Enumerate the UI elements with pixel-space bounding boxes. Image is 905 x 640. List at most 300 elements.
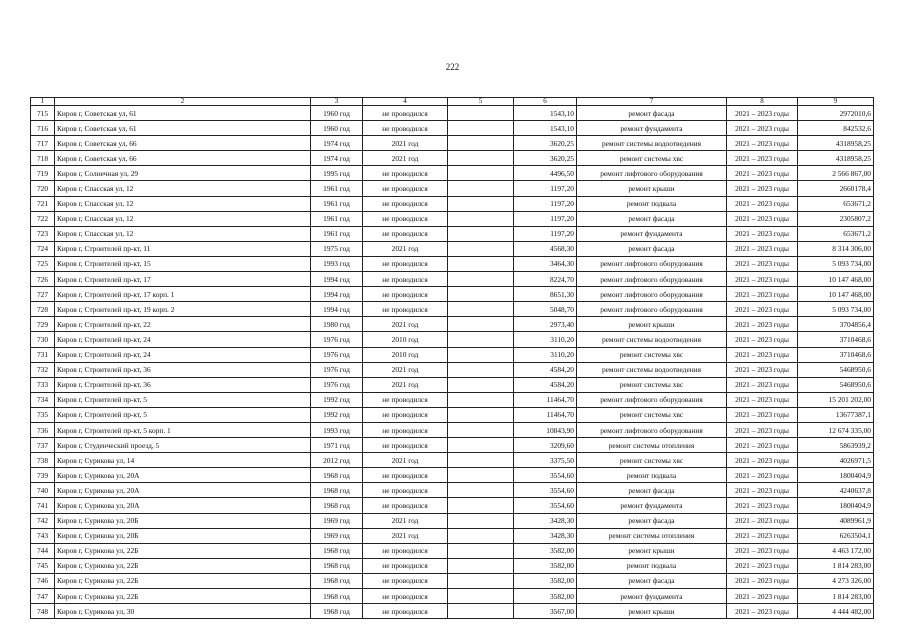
cost-cell: 5468950,6: [798, 362, 874, 377]
commission-year-cell: 1968 год: [311, 589, 363, 604]
period-cell: 2021 – 2023 годы: [727, 453, 798, 468]
area-cell: 3375,50: [514, 453, 577, 468]
row-index-cell: 747: [31, 589, 55, 604]
commission-year-cell: 1974 год: [311, 151, 363, 166]
last-repair-cell: 2021 год: [363, 241, 448, 256]
commission-year-cell: 1961 год: [311, 181, 363, 196]
last-repair-cell: не проводился: [363, 438, 448, 453]
row-index-cell: 719: [31, 166, 55, 181]
area-cell: 3209,60: [514, 438, 577, 453]
column-number-header: 9: [798, 98, 874, 106]
cost-cell: 10 147 468,00: [798, 272, 874, 287]
area-cell: 10843,90: [514, 422, 577, 437]
address-cell: Киров г, Строителей пр-кт, 22: [55, 317, 311, 332]
last-repair-cell: не проводился: [363, 226, 448, 241]
cost-cell: 12 674 335,00: [798, 422, 874, 437]
period-cell: 2021 – 2023 годы: [727, 513, 798, 528]
row-index-cell: 718: [31, 151, 55, 166]
address-cell: Киров г, Сурикова ул, 20Б: [55, 513, 311, 528]
area-cell: 3582,00: [514, 589, 577, 604]
commission-year-cell: 1993 год: [311, 256, 363, 271]
row-index-cell: 742: [31, 513, 55, 528]
work-type-cell: ремонт подвала: [577, 558, 727, 573]
last-repair-cell: 2021 год: [363, 453, 448, 468]
table-row: [31, 241, 874, 256]
commission-year-cell: 1976 год: [311, 347, 363, 362]
address-cell: Киров г, Спасская ул, 12: [55, 211, 311, 226]
address-cell: Киров г, Советская ул, 66: [55, 136, 311, 151]
cost-cell: 2305807,2: [798, 211, 874, 226]
last-repair-cell: не проводился: [363, 211, 448, 226]
table-row: [31, 151, 874, 166]
table-row: [31, 332, 874, 347]
table-row: [31, 498, 874, 513]
address-cell: Киров г, Сурикова ул, 14: [55, 453, 311, 468]
area-cell: 1197,20: [514, 181, 577, 196]
commission-year-cell: 1980 год: [311, 317, 363, 332]
period-cell: 2021 – 2023 годы: [727, 211, 798, 226]
period-cell: 2021 – 2023 годы: [727, 256, 798, 271]
empty-cell: [448, 347, 514, 362]
address-cell: Киров г, Строителей пр-кт, 24: [55, 332, 311, 347]
cost-cell: 653671,2: [798, 226, 874, 241]
table-row: [31, 106, 874, 121]
area-cell: 3582,00: [514, 543, 577, 558]
cost-cell: 3704856,4: [798, 317, 874, 332]
address-cell: Киров г, Советская ул, 66: [55, 151, 311, 166]
table-row: [31, 573, 874, 588]
area-cell: 3582,00: [514, 573, 577, 588]
row-index-cell: 738: [31, 453, 55, 468]
address-cell: Киров г, Строителей пр-кт, 36: [55, 362, 311, 377]
commission-year-cell: 1961 год: [311, 226, 363, 241]
area-cell: 1543,10: [514, 106, 577, 121]
work-type-cell: ремонт крыши: [577, 317, 727, 332]
period-cell: 2021 – 2023 годы: [727, 287, 798, 302]
commission-year-cell: 1968 год: [311, 558, 363, 573]
table-row: [31, 513, 874, 528]
area-cell: 4496,50: [514, 166, 577, 181]
empty-cell: [448, 558, 514, 573]
address-cell: Киров г, Солнечная ул, 29: [55, 166, 311, 181]
area-cell: 3464,30: [514, 256, 577, 271]
table-header-row: [31, 98, 874, 106]
column-number-header: 8: [727, 98, 798, 106]
table-row: [31, 317, 874, 332]
work-type-cell: ремонт крыши: [577, 543, 727, 558]
row-index-cell: 731: [31, 347, 55, 362]
work-type-cell: ремонт фасада: [577, 513, 727, 528]
area-cell: 5048,70: [514, 302, 577, 317]
cost-cell: 15 201 202,00: [798, 392, 874, 407]
empty-cell: [448, 181, 514, 196]
area-cell: 3620,25: [514, 151, 577, 166]
area-cell: 1197,20: [514, 196, 577, 211]
row-index-cell: 721: [31, 196, 55, 211]
row-index-cell: 717: [31, 136, 55, 151]
last-repair-cell: 2021 год: [363, 151, 448, 166]
table-row: [31, 558, 874, 573]
last-repair-cell: 2021 год: [363, 377, 448, 392]
last-repair-cell: не проводился: [363, 498, 448, 513]
table-row: [31, 181, 874, 196]
work-type-cell: ремонт лифтового оборудования: [577, 422, 727, 437]
empty-cell: [448, 332, 514, 347]
table-row: [31, 136, 874, 151]
cost-cell: 4026971,5: [798, 453, 874, 468]
address-cell: Киров г, Строителей пр-кт, 24: [55, 347, 311, 362]
commission-year-cell: 1994 год: [311, 302, 363, 317]
row-index-cell: 746: [31, 573, 55, 588]
period-cell: 2021 – 2023 годы: [727, 347, 798, 362]
address-cell: Киров г, Спасская ул, 12: [55, 226, 311, 241]
last-repair-cell: 2010 год: [363, 332, 448, 347]
address-cell: Киров г, Спасская ул, 12: [55, 196, 311, 211]
last-repair-cell: не проводился: [363, 468, 448, 483]
area-cell: 3110,20: [514, 332, 577, 347]
address-cell: Киров г, Сурикова ул, 22Б: [55, 558, 311, 573]
row-index-cell: 744: [31, 543, 55, 558]
area-cell: 3110,20: [514, 347, 577, 362]
empty-cell: [448, 317, 514, 332]
empty-cell: [448, 106, 514, 121]
empty-cell: [448, 543, 514, 558]
area-cell: 3554,60: [514, 483, 577, 498]
column-number-header: 3: [311, 98, 363, 106]
last-repair-cell: 2021 год: [363, 513, 448, 528]
last-repair-cell: не проводился: [363, 392, 448, 407]
empty-cell: [448, 422, 514, 437]
table-row: [31, 347, 874, 362]
column-number-header: 1: [31, 98, 55, 106]
row-index-cell: 732: [31, 362, 55, 377]
area-cell: 3554,60: [514, 468, 577, 483]
row-index-cell: 737: [31, 438, 55, 453]
empty-cell: [448, 272, 514, 287]
work-type-cell: ремонт системы отопления: [577, 438, 727, 453]
cost-cell: 5 093 734,00: [798, 302, 874, 317]
last-repair-cell: не проводился: [363, 483, 448, 498]
empty-cell: [448, 589, 514, 604]
commission-year-cell: 1968 год: [311, 468, 363, 483]
empty-cell: [448, 392, 514, 407]
period-cell: 2021 – 2023 годы: [727, 166, 798, 181]
row-index-cell: 739: [31, 468, 55, 483]
last-repair-cell: не проводился: [363, 604, 448, 619]
row-index-cell: 741: [31, 498, 55, 513]
empty-cell: [448, 468, 514, 483]
cost-cell: 2660178,4: [798, 181, 874, 196]
address-cell: Киров г, Сурикова ул, 22Б: [55, 573, 311, 588]
cost-cell: 4 463 172,00: [798, 543, 874, 558]
work-type-cell: ремонт системы водоотведения: [577, 136, 727, 151]
row-index-cell: 722: [31, 211, 55, 226]
work-type-cell: ремонт лифтового оборудования: [577, 256, 727, 271]
cost-cell: 1800404,9: [798, 498, 874, 513]
area-cell: 8224,70: [514, 272, 577, 287]
period-cell: 2021 – 2023 годы: [727, 392, 798, 407]
work-type-cell: ремонт фасада: [577, 241, 727, 256]
area-cell: 11464,70: [514, 407, 577, 422]
work-type-cell: ремонт лифтового оборудования: [577, 166, 727, 181]
last-repair-cell: не проводился: [363, 166, 448, 181]
address-cell: Киров г, Советская ул, 61: [55, 106, 311, 121]
last-repair-cell: не проводился: [363, 422, 448, 437]
period-cell: 2021 – 2023 годы: [727, 181, 798, 196]
commission-year-cell: 1971 год: [311, 438, 363, 453]
period-cell: 2021 – 2023 годы: [727, 558, 798, 573]
commission-year-cell: 1994 год: [311, 272, 363, 287]
work-type-cell: ремонт лифтового оборудования: [577, 287, 727, 302]
area-cell: 4584,20: [514, 377, 577, 392]
last-repair-cell: не проводился: [363, 272, 448, 287]
last-repair-cell: не проводился: [363, 573, 448, 588]
period-cell: 2021 – 2023 годы: [727, 317, 798, 332]
cost-cell: 5863939,2: [798, 438, 874, 453]
row-index-cell: 740: [31, 483, 55, 498]
work-type-cell: ремонт лифтового оборудования: [577, 272, 727, 287]
address-cell: Киров г, Сурикова ул, 20А: [55, 498, 311, 513]
work-type-cell: ремонт фасада: [577, 483, 727, 498]
work-type-cell: ремонт крыши: [577, 604, 727, 619]
area-cell: 3567,00: [514, 604, 577, 619]
row-index-cell: 734: [31, 392, 55, 407]
work-type-cell: ремонт фундамента: [577, 226, 727, 241]
empty-cell: [448, 166, 514, 181]
empty-cell: [448, 528, 514, 543]
work-type-cell: ремонт системы водоотведения: [577, 362, 727, 377]
work-type-cell: ремонт системы хвс: [577, 151, 727, 166]
period-cell: 2021 – 2023 годы: [727, 573, 798, 588]
repair-register-table: [30, 97, 874, 619]
last-repair-cell: не проводился: [363, 407, 448, 422]
row-index-cell: 748: [31, 604, 55, 619]
address-cell: Киров г, Строителей пр-кт, 36: [55, 377, 311, 392]
period-cell: 2021 – 2023 годы: [727, 407, 798, 422]
empty-cell: [448, 121, 514, 136]
column-number-header: 6: [514, 98, 577, 106]
column-number-header: 7: [577, 98, 727, 106]
period-cell: 2021 – 2023 годы: [727, 136, 798, 151]
area-cell: 3554,60: [514, 498, 577, 513]
commission-year-cell: 1968 год: [311, 543, 363, 558]
empty-cell: [448, 151, 514, 166]
row-index-cell: 720: [31, 181, 55, 196]
row-index-cell: 726: [31, 272, 55, 287]
cost-cell: 653671,2: [798, 196, 874, 211]
cost-cell: 4 444 482,00: [798, 604, 874, 619]
address-cell: Киров г, Строителей пр-кт, 17: [55, 272, 311, 287]
commission-year-cell: 1960 год: [311, 121, 363, 136]
empty-cell: [448, 362, 514, 377]
address-cell: Киров г, Строителей пр-кт, 17 корп. 1: [55, 287, 311, 302]
commission-year-cell: 1974 год: [311, 136, 363, 151]
row-index-cell: 728: [31, 302, 55, 317]
commission-year-cell: 1994 год: [311, 287, 363, 302]
address-cell: Киров г, Строителей пр-кт, 5: [55, 407, 311, 422]
address-cell: Киров г, Строителей пр-кт, 15: [55, 256, 311, 271]
address-cell: Киров г, Строителей пр-кт, 5: [55, 392, 311, 407]
commission-year-cell: 2012 год: [311, 453, 363, 468]
commission-year-cell: 1968 год: [311, 573, 363, 588]
empty-cell: [448, 241, 514, 256]
table-row: [31, 483, 874, 498]
cost-cell: 4318958,25: [798, 136, 874, 151]
commission-year-cell: 1969 год: [311, 528, 363, 543]
address-cell: Киров г, Сурикова ул, 20Б: [55, 528, 311, 543]
table-row: [31, 438, 874, 453]
area-cell: 3620,25: [514, 136, 577, 151]
commission-year-cell: 1968 год: [311, 498, 363, 513]
period-cell: 2021 – 2023 годы: [727, 377, 798, 392]
row-index-cell: 733: [31, 377, 55, 392]
period-cell: 2021 – 2023 годы: [727, 196, 798, 211]
address-cell: Киров г, Сурикова ул, 22Б: [55, 589, 311, 604]
empty-cell: [448, 438, 514, 453]
last-repair-cell: 2010 год: [363, 347, 448, 362]
table-row: [31, 392, 874, 407]
work-type-cell: ремонт подвала: [577, 468, 727, 483]
empty-cell: [448, 498, 514, 513]
cost-cell: 13677387,1: [798, 407, 874, 422]
column-number-header: 5: [448, 98, 514, 106]
empty-cell: [448, 513, 514, 528]
address-cell: Киров г, Строителей пр-кт, 19 корп. 2: [55, 302, 311, 317]
table-row: [31, 362, 874, 377]
commission-year-cell: 1968 год: [311, 604, 363, 619]
area-cell: 4568,30: [514, 241, 577, 256]
area-cell: 3428,30: [514, 513, 577, 528]
work-type-cell: ремонт фасада: [577, 106, 727, 121]
cost-cell: 3710468,6: [798, 347, 874, 362]
table-row: [31, 407, 874, 422]
row-index-cell: 735: [31, 407, 55, 422]
period-cell: 2021 – 2023 годы: [727, 589, 798, 604]
table-row: [31, 226, 874, 241]
cost-cell: 3710468,6: [798, 332, 874, 347]
cost-cell: 2972010,6: [798, 106, 874, 121]
table-row: [31, 377, 874, 392]
period-cell: 2021 – 2023 годы: [727, 241, 798, 256]
table-row: [31, 121, 874, 136]
commission-year-cell: 1976 год: [311, 377, 363, 392]
area-cell: 2973,40: [514, 317, 577, 332]
work-type-cell: ремонт лифтового оборудования: [577, 392, 727, 407]
last-repair-cell: не проводился: [363, 196, 448, 211]
table-row: [31, 256, 874, 271]
table-row: [31, 302, 874, 317]
commission-year-cell: 1993 год: [311, 422, 363, 437]
empty-cell: [448, 483, 514, 498]
table-row: [31, 604, 874, 619]
period-cell: 2021 – 2023 годы: [727, 226, 798, 241]
commission-year-cell: 1961 год: [311, 196, 363, 211]
table-row: [31, 422, 874, 437]
period-cell: 2021 – 2023 годы: [727, 106, 798, 121]
period-cell: 2021 – 2023 годы: [727, 438, 798, 453]
cost-cell: 4240637,8: [798, 483, 874, 498]
table-row: [31, 166, 874, 181]
cost-cell: 4089961,9: [798, 513, 874, 528]
period-cell: 2021 – 2023 годы: [727, 121, 798, 136]
cost-cell: 5468950,6: [798, 377, 874, 392]
address-cell: Киров г, Строителей пр-кт, 5 корп. 1: [55, 422, 311, 437]
period-cell: 2021 – 2023 годы: [727, 422, 798, 437]
row-index-cell: 745: [31, 558, 55, 573]
commission-year-cell: 1992 год: [311, 407, 363, 422]
cost-cell: 5 093 734,00: [798, 256, 874, 271]
area-cell: 1197,20: [514, 226, 577, 241]
address-cell: Киров г, Сурикова ул, 30: [55, 604, 311, 619]
last-repair-cell: не проводился: [363, 181, 448, 196]
commission-year-cell: 1976 год: [311, 332, 363, 347]
last-repair-cell: не проводился: [363, 106, 448, 121]
last-repair-cell: 2021 год: [363, 528, 448, 543]
page-number: 222: [445, 62, 460, 72]
row-index-cell: 724: [31, 241, 55, 256]
period-cell: 2021 – 2023 годы: [727, 151, 798, 166]
cost-cell: 8 314 306,00: [798, 241, 874, 256]
cost-cell: 842532,6: [798, 121, 874, 136]
work-type-cell: ремонт крыши: [577, 181, 727, 196]
last-repair-cell: не проводился: [363, 558, 448, 573]
period-cell: 2021 – 2023 годы: [727, 332, 798, 347]
last-repair-cell: не проводился: [363, 287, 448, 302]
empty-cell: [448, 604, 514, 619]
work-type-cell: ремонт фундамента: [577, 121, 727, 136]
row-index-cell: 729: [31, 317, 55, 332]
commission-year-cell: 1969 год: [311, 513, 363, 528]
last-repair-cell: 2021 год: [363, 317, 448, 332]
address-cell: Киров г, Сурикова ул, 22Б: [55, 543, 311, 558]
period-cell: 2021 – 2023 годы: [727, 498, 798, 513]
address-cell: Киров г, Спасская ул, 12: [55, 181, 311, 196]
last-repair-cell: не проводился: [363, 121, 448, 136]
area-cell: 1197,20: [514, 211, 577, 226]
last-repair-cell: не проводился: [363, 302, 448, 317]
cost-cell: 4 273 326,00: [798, 573, 874, 588]
area-cell: 3428,30: [514, 528, 577, 543]
period-cell: 2021 – 2023 годы: [727, 483, 798, 498]
area-cell: 11464,70: [514, 392, 577, 407]
area-cell: 4584,20: [514, 362, 577, 377]
empty-cell: [448, 377, 514, 392]
column-number-header: 4: [363, 98, 448, 106]
cost-cell: 1 814 283,00: [798, 558, 874, 573]
table-row: [31, 453, 874, 468]
row-index-cell: 743: [31, 528, 55, 543]
work-type-cell: ремонт фасада: [577, 211, 727, 226]
table-row: [31, 543, 874, 558]
period-cell: 2021 – 2023 годы: [727, 302, 798, 317]
commission-year-cell: 1975 год: [311, 241, 363, 256]
work-type-cell: ремонт системы хвс: [577, 377, 727, 392]
commission-year-cell: 1960 год: [311, 106, 363, 121]
cost-cell: 4318958,25: [798, 151, 874, 166]
empty-cell: [448, 287, 514, 302]
cost-cell: 2 566 867,00: [798, 166, 874, 181]
work-type-cell: ремонт подвала: [577, 196, 727, 211]
work-type-cell: ремонт системы хвс: [577, 453, 727, 468]
work-type-cell: ремонт фасада: [577, 573, 727, 588]
commission-year-cell: 1961 год: [311, 211, 363, 226]
period-cell: 2021 – 2023 годы: [727, 543, 798, 558]
address-cell: Киров г, Советская ул, 61: [55, 121, 311, 136]
empty-cell: [448, 226, 514, 241]
period-cell: 2021 – 2023 годы: [727, 272, 798, 287]
cost-cell: 6263504,1: [798, 528, 874, 543]
column-number-header: 2: [55, 98, 311, 106]
